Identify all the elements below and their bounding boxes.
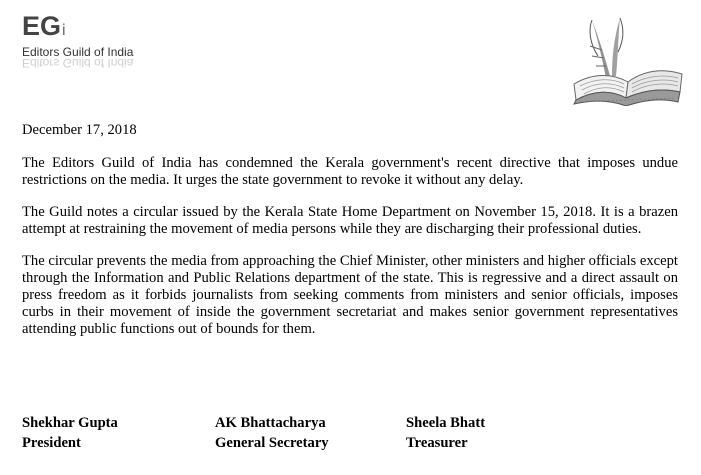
signatory-name: Shekhar Gupta <box>22 415 118 431</box>
org-name: Editors Guild of India <box>22 45 134 59</box>
statement-paragraph: The circular prevents the media from approaching the Chief Minister, other ministers and higher officials except through the Information and Public Relations department of the state. This is regressive and a direct assault on press freedom as it forbids journalists from seeking comments from ministers and senior officials, imposes curbs in their movement of inside the government secretariat and makes senior government representatives attending public functions out of bounds for them. <box>22 253 678 337</box>
open-book-quill-icon <box>568 10 686 106</box>
statement-body <box>22 122 678 353</box>
signatory-name: Sheela Bhatt <box>406 415 486 431</box>
org-name-reflection: Editors Guild of India <box>22 56 134 70</box>
signatory-name: AK Bhattacharya <box>215 415 326 431</box>
signatory-president <box>22 413 118 453</box>
signatory-title: Treasurer <box>406 435 468 451</box>
logo-mark <box>22 12 133 45</box>
statement-paragraph: The Guild notes a circular issued by the Kerala State Home Department on November 15, 2018. It is a brazen attempt at restraining the movement of media persons while they are discharging their professional duties. <box>22 204 678 237</box>
statement-paragraph: The Editors Guild of India has condemned the Kerala government's recent directive that imposes undue restrictions on the media. It urges the state government to revoke it without any delay. <box>22 155 678 188</box>
signatory-treasurer <box>406 413 485 453</box>
signatory-title: President <box>22 435 81 451</box>
egi-logo <box>22 12 133 69</box>
statement-date: December 17, 2018 <box>22 122 137 138</box>
signatory-general-secretary <box>215 413 329 453</box>
logo-mark-suffix: i <box>62 22 66 39</box>
signatory-title: General Secretary <box>215 435 329 451</box>
logo-mark-letters: EG <box>22 11 62 41</box>
